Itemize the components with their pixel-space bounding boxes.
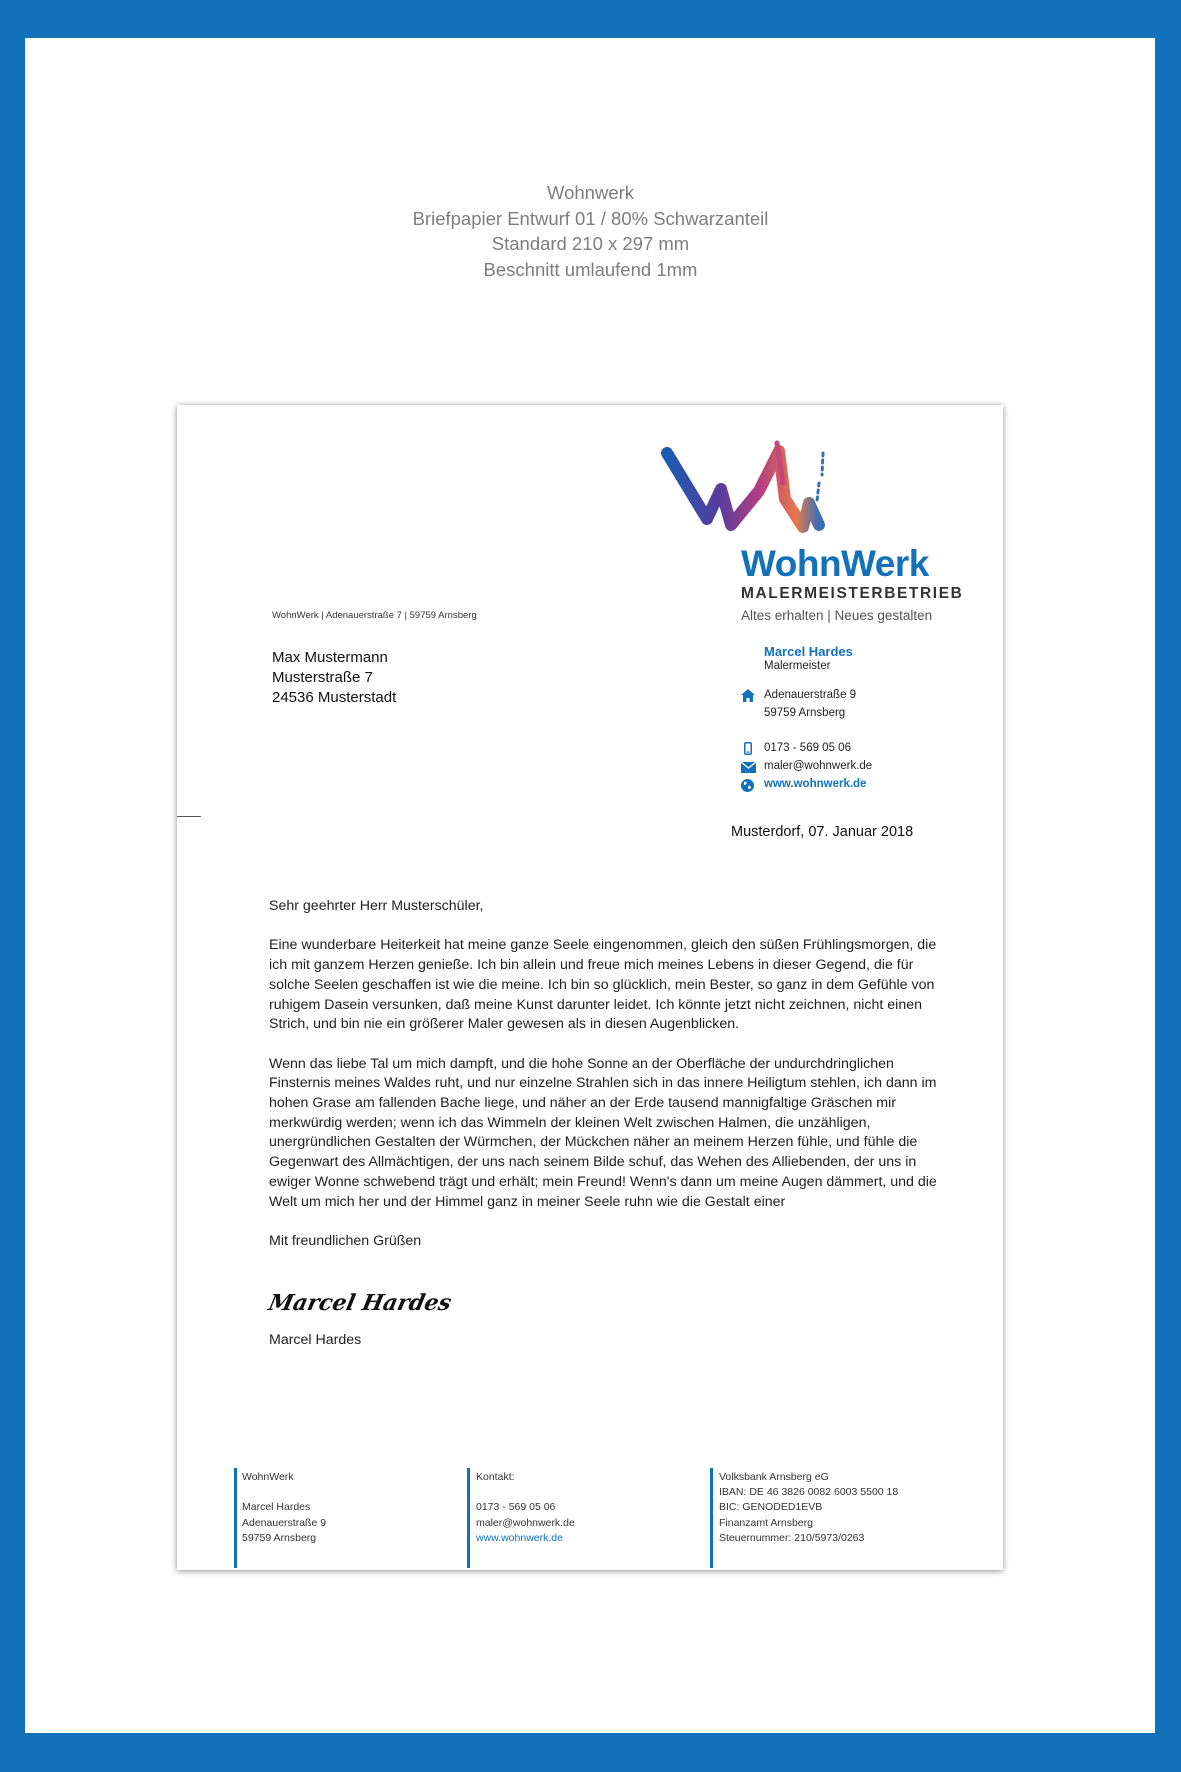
footer-line: Adenauerstraße 9 (242, 1516, 327, 1529)
signature: Marcel Hardes (266, 1290, 454, 1316)
cover-note-line: Briefpapier Entwurf 01 / 80% Schwarzanteil (412, 207, 769, 229)
footer-divider (710, 1468, 713, 1568)
paragraph: Eine wunderbare Heiterkeit hat meine ganze Seele eingenommen, gleich den süßen Frühlingsmorgen, die ich mit ganzem Herzen genieße. Ich bin allein und freue mich meines Lebens in dieser Gegend, die für solche Seelen geschaffen ist wie die meine. Ich bin so glücklich, mein Bester, so ganz in dem Gefühle von ruhigem Dasein versunken, daß meine Kunst darunter leidet. Ich könnte jetzt nicht zeichnen, nicht einen Strich, und bin nie ein größerer Maler gewesen als in diesen Augenblicken. (269, 937, 937, 1033)
footer-divider (234, 1468, 237, 1568)
contact-email[interactable]: maler@wohnwerk.de (764, 760, 873, 772)
phone-icon (744, 742, 752, 755)
closing: Mit freundlichen Grüßen (269, 1232, 422, 1249)
recipient-address (272, 648, 396, 708)
footer-line: WohnWerk (242, 1471, 294, 1483)
brush-logo-icon (659, 431, 859, 546)
footer-phone: 0173 - 569 05 06 (476, 1501, 556, 1514)
letter-sheet (177, 405, 1003, 1570)
letter-body (269, 897, 949, 1252)
cover-note-line: Wohnwerk (546, 182, 635, 203)
fold-mark (177, 816, 201, 817)
footer-bank (719, 1470, 898, 1546)
footer-line: Finanzamt Arnsberg (719, 1516, 813, 1529)
recipient-city: 24536 Musterstadt (272, 689, 397, 706)
brand-tagline: Altes erhalten | Neues gestalten (741, 608, 933, 623)
paragraph: Wenn das liebe Tal um mich dampft, und die hohe Sonne an der Oberfläche der undurchdringlichen Finsternis meines Waldes ruht, und nur einzelne Strahlen sich in das innere Heiligtum stehlen, ich dann im hohen Grase am fallenden Bache liege, und näher an der Erde tausend mannigfaltige Gräschen mir merkwürdig werden; wenn ich das Wimmeln der kleinen Welt zwischen Halmen, die unzähligen, unergründlichen Gestalten der Würmchen, der Mückchen näher an meinem Herzen fühle, und fühle die Gegenwart des Allmächtigen, der uns nach seinem Bilde schuf, das Wehen des Alliebenden, der uns in ewiger Wonne schwebend trägt und erhält; mein Freund! Wenn's dann um meine Augen dämmert, und die Welt um mich her und der Himmel ganz in meiner Seele ruhn wie die Gestalt einer (269, 1055, 937, 1210)
contact-phone: 0173 - 569 05 06 (764, 742, 851, 754)
footer-contact-heading: Kontakt: (476, 1471, 515, 1483)
brand-name: WohnWerk (741, 543, 929, 584)
footer-divider (467, 1468, 470, 1568)
contact-street: Adenauerstraße 9 (764, 689, 857, 701)
recipient-name: Max Mustermann (272, 649, 388, 666)
footer-line: BIC: GENODED1EVB (719, 1501, 823, 1514)
globe-icon (741, 779, 754, 792)
cover-note (0, 180, 1181, 282)
footer-line: 59759 Arnsberg (242, 1531, 317, 1544)
footer-line: IBAN: DE 46 3826 0082 6003 5500 18 (719, 1486, 899, 1499)
footer-company (242, 1470, 326, 1546)
cover-note-line: Standard 210 x 297 mm (491, 233, 690, 254)
footer-line: Steuernummer: 210/5973/0263 (719, 1531, 865, 1544)
salutation: Sehr geehrter Herr Musterschüler, (269, 898, 484, 914)
contact-website[interactable]: www.wohnwerk.de (764, 778, 867, 790)
footer-email[interactable]: maler@wohnwerk.de (476, 1516, 575, 1529)
mail-icon (741, 762, 756, 773)
home-icon (741, 689, 755, 702)
cover-note-line: Beschnitt umlaufend 1mm (483, 258, 698, 280)
footer-line (242, 1485, 326, 1500)
letter-date: Musterdorf, 07. Januar 2018 (731, 824, 914, 840)
footer-contact (476, 1470, 575, 1546)
sender-line: WohnWerk | Adenauerstraße 7 | 59759 Arnsberg (272, 610, 477, 621)
footer-line: Marcel Hardes (242, 1501, 311, 1514)
recipient-street: Musterstraße 7 (272, 669, 373, 686)
brand-subtitle: MALERMEISTERBETRIEB (741, 585, 964, 602)
footer-line: Volksbank Arnsberg eG (719, 1471, 829, 1483)
contact-name: Marcel Hardes (764, 644, 853, 659)
footer-website[interactable]: www.wohnwerk.de (476, 1531, 563, 1544)
contact-city: 59759 Arnsberg (764, 707, 846, 719)
signed-name: Marcel Hardes (269, 1332, 362, 1348)
contact-role: Malermeister (764, 660, 831, 672)
